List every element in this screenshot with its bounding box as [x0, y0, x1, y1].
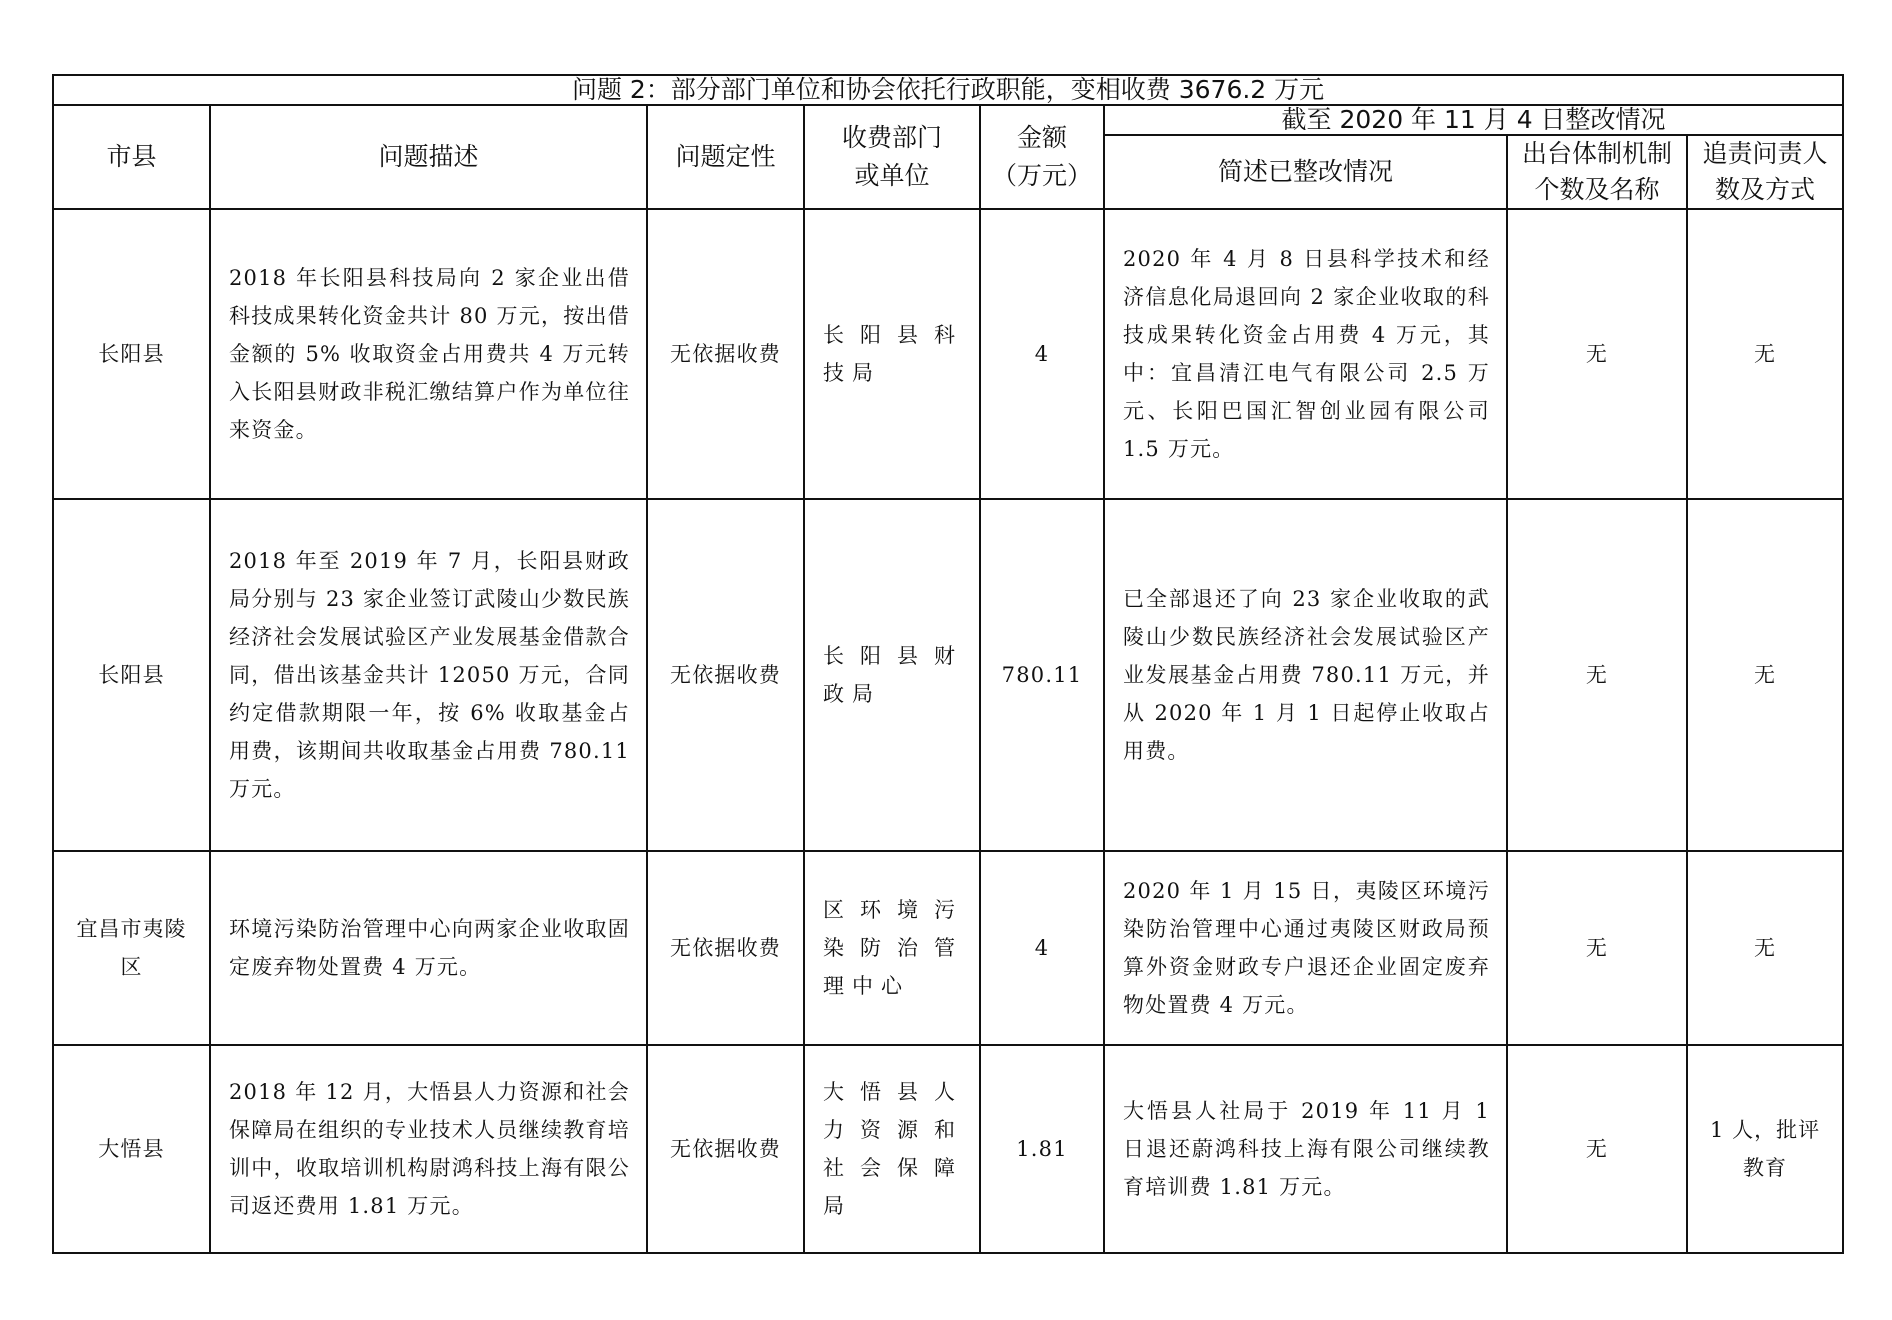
cell-amount: 4 [980, 209, 1104, 499]
header-mechanism [1507, 135, 1687, 209]
cell-description: 环境污染防治管理中心向两家企业收取固定废弃物处置费 4 万元。 [210, 851, 647, 1045]
header-unit [804, 105, 980, 209]
cell-nature: 无依据收费 [647, 209, 804, 499]
header-unit-line2: 或单位 [854, 161, 930, 190]
header-amount [980, 105, 1104, 209]
table-row [53, 1045, 1843, 1253]
cell-nature: 无依据收费 [647, 851, 804, 1045]
header-rectification-group: 截至 2020 年 11 月 4 日整改情况 [1104, 105, 1843, 135]
cell-summary: 已全部退还了向 23 家企业收取的武陵山少数民族经济社会发展试验区产业发展基金占用费 780.11 万元，并从 2020 年 1 月 1 日起停止收取占用费。 [1104, 499, 1507, 851]
cell-city: 宜昌市夷陵区 [53, 851, 210, 1045]
header-nature: 问题定性 [647, 105, 804, 209]
header-city: 市县 [53, 105, 210, 209]
cell-unit: 长阳县科技局 [804, 209, 980, 499]
table-row [53, 851, 1843, 1045]
cell-unit: 区环境污染防治管理中心 [804, 851, 980, 1045]
cell-description: 2018 年 12 月，大悟县人力资源和社会保障局在组织的专业技术人员继续教育培训中，收取培训机构尉鸿科技上海有限公司返还费用 1.81 万元。 [210, 1045, 647, 1253]
cell-accountability: 无 [1687, 209, 1843, 499]
rectification-table [52, 74, 1844, 1254]
table-caption: 问题 2：部分部门单位和协会依托行政职能，变相收费 3676.2 万元 [53, 75, 1843, 105]
cell-mechanism: 无 [1507, 1045, 1687, 1253]
cell-amount: 4 [980, 851, 1104, 1045]
cell-unit: 大悟县人力资源和社会保障局 [804, 1045, 980, 1253]
cell-summary: 2020 年 4 月 8 日县科学技术和经济信息化局退回向 2 家企业收取的科技成果转化资金占用费 4 万元，其中：宜昌清江电气有限公司 2.5 万元、长阳巴国汇智创业园有限公司 1.5 万元。 [1104, 209, 1507, 499]
cell-unit: 长阳县财政局 [804, 499, 980, 851]
cell-accountability: 无 [1687, 851, 1843, 1045]
cell-city: 长阳县 [53, 499, 210, 851]
header-summary: 简述已整改情况 [1104, 135, 1507, 209]
header-accountability-line2: 数及方式 [1715, 175, 1816, 204]
table-row [53, 209, 1843, 499]
cell-amount: 1.81 [980, 1045, 1104, 1253]
header-amount-line1: 金额 [1016, 123, 1067, 152]
cell-description: 2018 年长阳县科技局向 2 家企业出借科技成果转化资金共计 80 万元，按出借金额的 5% 收取资金占用费共 4 万元转入长阳县财政非税汇缴结算户作为单位往来资金。 [210, 209, 647, 499]
cell-description: 2018 年至 2019 年 7 月，长阳县财政局分别与 23 家企业签订武陵山少数民族经济社会发展试验区产业发展基金借款合同，借出该基金共计 12050 万元，合同约定借款期限一年，按 6% 收取基金占用费，该期间共收取基金占用费 780.11 万元。 [210, 499, 647, 851]
header-accountability [1687, 135, 1843, 209]
cell-accountability: 无 [1687, 499, 1843, 851]
header-description: 问题描述 [210, 105, 647, 209]
cell-nature: 无依据收费 [647, 1045, 804, 1253]
header-accountability-line1: 追责问责人 [1702, 139, 1828, 168]
table-wrapper [52, 74, 1842, 1254]
table-row [53, 499, 1843, 851]
header-amount-line2: （万元） [991, 161, 1092, 190]
cell-amount: 780.11 [980, 499, 1104, 851]
cell-mechanism: 无 [1507, 851, 1687, 1045]
cell-mechanism: 无 [1507, 209, 1687, 499]
header-mechanism-line1: 出台体制机制 [1521, 139, 1672, 168]
cell-summary: 大悟县人社局于 2019 年 11 月 1 日退还蔚鸿科技上海有限公司继续教育培训费 1.81 万元。 [1104, 1045, 1507, 1253]
cell-city: 大悟县 [53, 1045, 210, 1253]
header-mechanism-line2: 个数及名称 [1534, 175, 1660, 204]
cell-mechanism: 无 [1507, 499, 1687, 851]
cell-city: 长阳县 [53, 209, 210, 499]
cell-accountability: 1 人，批评教育 [1687, 1045, 1843, 1253]
header-unit-line1: 收费部门 [841, 123, 942, 152]
cell-summary: 2020 年 1 月 15 日，夷陵区环境污染防治管理中心通过夷陵区财政局预算外资金财政专户退还企业固定废弃物处置费 4 万元。 [1104, 851, 1507, 1045]
cell-nature: 无依据收费 [647, 499, 804, 851]
